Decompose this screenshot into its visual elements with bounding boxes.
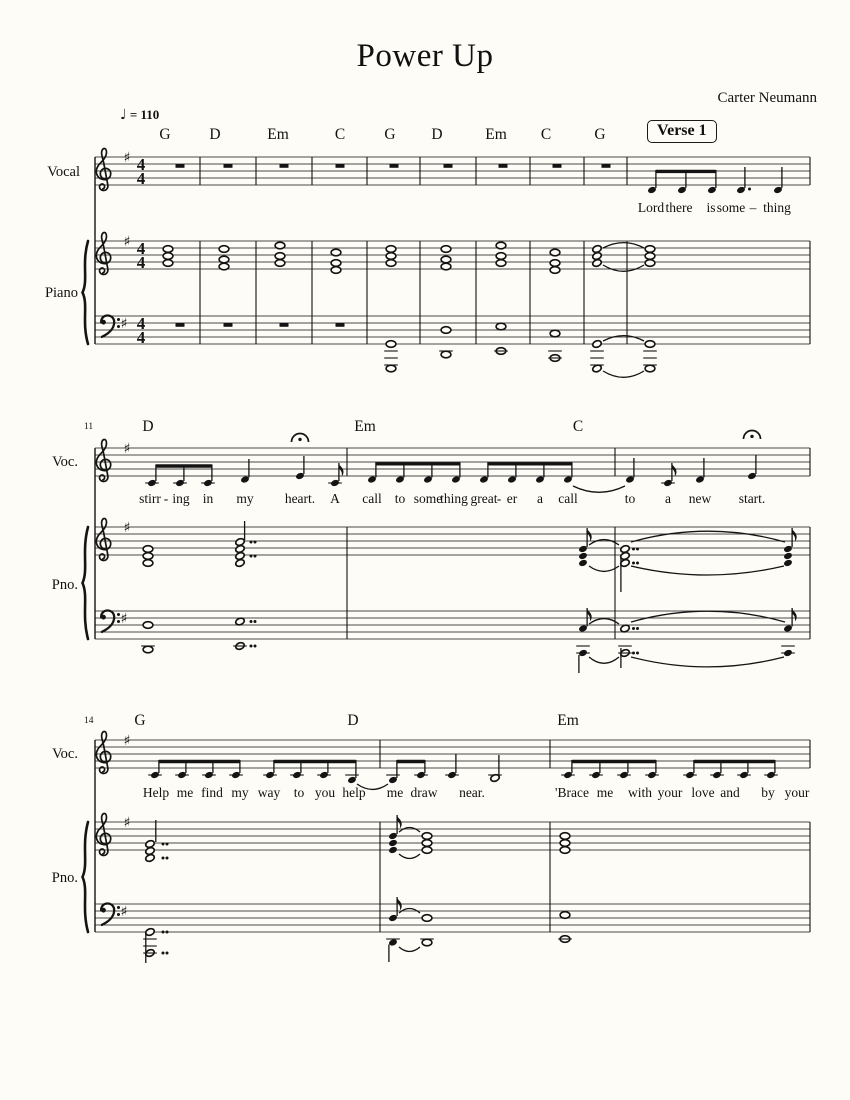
lyric-syllable: me xyxy=(386,785,404,800)
lyric-syllable: a xyxy=(665,491,671,506)
lyric-syllable: call xyxy=(362,491,382,506)
lyric-syllable: is xyxy=(706,200,716,215)
key-signature-sharp: ♯ xyxy=(123,815,131,831)
lyric-syllable: your xyxy=(784,785,810,800)
lyric-syllable: a xyxy=(537,491,543,506)
lyric-syllable: find xyxy=(201,785,223,800)
lyric-syllable: me xyxy=(176,785,194,800)
chord-symbol: C xyxy=(334,126,346,143)
lyric-syllable: with xyxy=(627,785,653,800)
chord-symbol: Em xyxy=(485,126,507,143)
chord-symbol: G xyxy=(384,126,396,143)
lyric-syllable: in xyxy=(202,491,214,506)
lyric-syllable: and xyxy=(720,785,740,800)
quarter-note-icon: ♩ xyxy=(120,107,127,123)
page-title: Power Up xyxy=(356,38,494,74)
lyric-syllable: some xyxy=(413,491,443,506)
key-signature-sharp: ♯ xyxy=(123,441,131,457)
instrument-label: Pno. xyxy=(51,870,78,886)
chord-symbol: C xyxy=(572,418,584,435)
key-signature-sharp: ♯ xyxy=(123,733,131,749)
lyric-syllable: there xyxy=(665,200,693,215)
chord-symbol: Em xyxy=(557,712,579,729)
chord-symbol: D xyxy=(431,126,443,143)
chord-symbol: D xyxy=(209,126,221,143)
lyric-syllable: Lord xyxy=(637,200,665,215)
time-signature-digit: 4 xyxy=(136,169,146,188)
chord-symbol: Em xyxy=(267,126,289,143)
lyric-syllable: to xyxy=(293,785,305,800)
lyric-syllable: to xyxy=(394,491,406,506)
lyric-syllable: – xyxy=(749,200,757,215)
instrument-label: Voc. xyxy=(52,746,78,762)
key-signature-sharp: ♯ xyxy=(123,520,131,536)
time-signature-digit: 4 xyxy=(136,314,146,333)
lyric-syllable: my xyxy=(236,491,254,506)
key-signature-sharp: ♯ xyxy=(123,234,131,250)
chord-symbol: D xyxy=(142,418,154,435)
tempo-marking xyxy=(120,107,159,123)
lyric-syllable: start. xyxy=(738,491,766,506)
instrument-label: Voc. xyxy=(52,454,78,470)
lyric-syllable: thing xyxy=(763,200,791,215)
measure-number: 14 xyxy=(84,716,94,726)
measure-number: 11 xyxy=(84,422,94,432)
lyric-syllable: some xyxy=(716,200,746,215)
key-signature-sharp: ♯ xyxy=(123,150,131,166)
instrument-label: Vocal xyxy=(47,164,80,180)
lyric-syllable: way xyxy=(257,785,281,800)
time-signature-digit: 4 xyxy=(136,328,146,347)
lyric-syllable: stirr xyxy=(139,491,161,506)
lyric-syllable: my xyxy=(231,785,249,800)
chord-symbol: Em xyxy=(354,418,376,435)
time-signature-digit: 4 xyxy=(136,155,146,174)
key-signature-sharp: ♯ xyxy=(120,904,128,920)
lyric-syllable: thing xyxy=(440,491,468,506)
chord-symbol: D xyxy=(347,712,359,729)
key-signature-sharp: ♯ xyxy=(120,316,128,332)
lyric-syllable: - xyxy=(496,491,502,506)
lyric-syllable: draw xyxy=(410,785,438,800)
lyric-syllable: love xyxy=(691,785,715,800)
instrument-label: Piano xyxy=(44,285,78,301)
chord-symbol: G xyxy=(134,712,146,729)
chord-symbol: C xyxy=(540,126,552,143)
lyric-syllable: by xyxy=(761,785,775,800)
lyric-syllable: help xyxy=(342,785,366,800)
lyric-syllable: near. xyxy=(459,785,485,800)
lyric-syllable: Help xyxy=(142,785,170,800)
lyric-syllable: new xyxy=(688,491,712,506)
verse-1-rehearsal-mark: Verse 1 xyxy=(647,120,717,143)
lyric-syllable: great xyxy=(470,491,498,506)
tempo-value: = 110 xyxy=(126,107,160,122)
lyric-syllable: heart. xyxy=(284,491,316,506)
lyric-syllable: - xyxy=(163,491,169,506)
instrument-label: Pno. xyxy=(51,577,78,593)
chord-symbol: G xyxy=(159,126,171,143)
time-signature-digit: 4 xyxy=(136,253,146,272)
time-signature-digit: 4 xyxy=(136,239,146,258)
chord-symbol: G xyxy=(594,126,606,143)
composer-credit: Carter Neumann xyxy=(717,90,817,106)
lyric-syllable: call xyxy=(558,491,578,506)
lyric-syllable: 'Brace xyxy=(555,785,589,800)
lyric-syllable: me xyxy=(596,785,614,800)
lyric-syllable: A xyxy=(330,491,340,506)
lyric-syllable: ing xyxy=(172,491,190,506)
lyric-syllable: er xyxy=(506,491,518,506)
lyric-syllable: your xyxy=(657,785,683,800)
lyric-syllable: to xyxy=(624,491,636,506)
lyric-syllable: you xyxy=(314,785,336,800)
key-signature-sharp: ♯ xyxy=(120,611,128,627)
